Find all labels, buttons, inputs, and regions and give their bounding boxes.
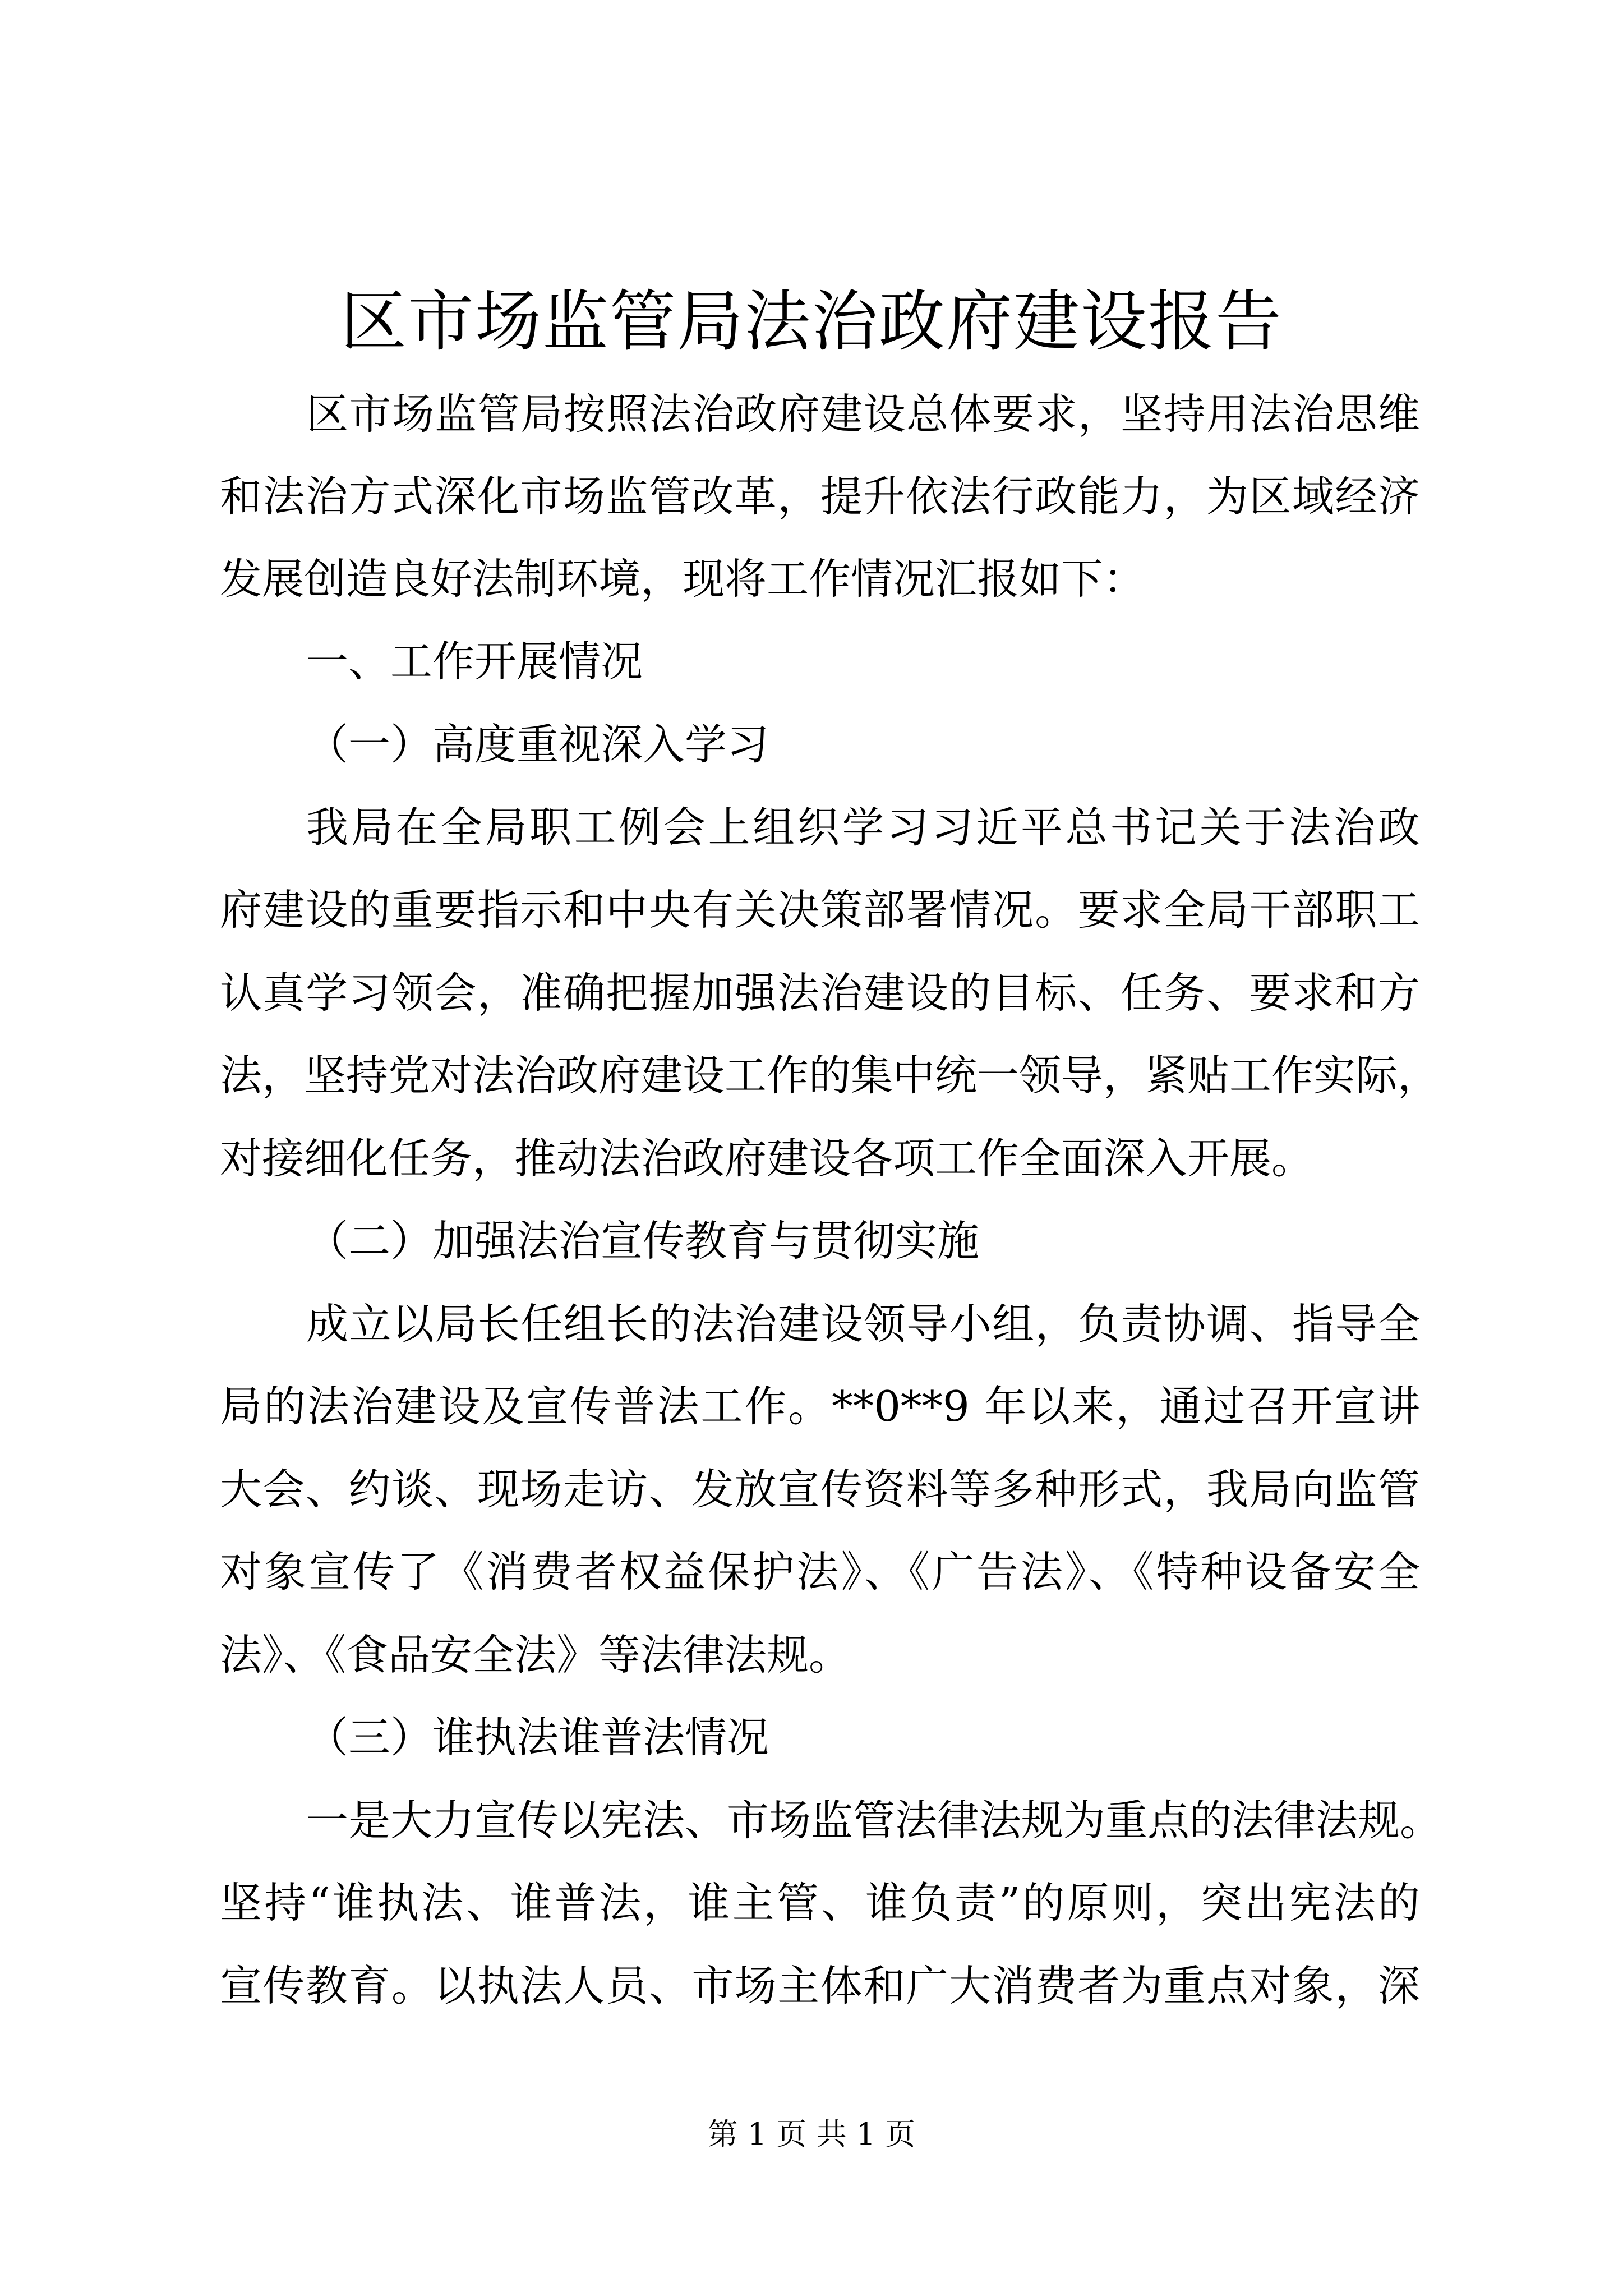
paragraph-line: 我局在全局职工例会上组织学习习近平总书记关于法治政	[306, 803, 1420, 852]
paragraph-line: 坚持“谁执法、谁普法，谁主管、谁负责”的原则，突出宪法的	[220, 1878, 1420, 1927]
subsection-heading: （二）加强法治宣传教育与贯彻实施	[306, 1216, 980, 1266]
paragraph-line: 法》、《食品安全法》等法律法规。	[220, 1630, 851, 1680]
document-title: 区市场监管局法治政府建设报告	[340, 283, 1283, 360]
paragraph-line: 法，坚持党对法治政府建设工作的集中统一领导，紧贴工作实际，	[220, 1051, 1440, 1100]
paragraph-line: 对象宣传了《消费者权益保护法》、《广告法》、《特种设备安全	[220, 1547, 1420, 1596]
section-heading: 一、工作开展情况	[306, 637, 643, 686]
paragraph-line: 对接细化任务，推动法治政府建设各项工作全面深入开展。	[220, 1134, 1314, 1183]
paragraph-line: 府建设的重要指示和中央有关决策部署情况。要求全局干部职工	[220, 885, 1420, 935]
page-footer: 第 1 页 共 1 页	[707, 2116, 916, 2152]
paragraph-line: 成立以局长任组长的法治建设领导小组，负责协调、指导全	[306, 1299, 1420, 1349]
paragraph-line: 宣传教育。以执法人员、市场主体和广大消费者为重点对象，深	[220, 1961, 1420, 2010]
paragraph-line: 认真学习领会，准确把握加强法治建设的目标、任务、要求和方	[220, 968, 1420, 1018]
subsection-heading: （三）谁执法谁普法情况	[306, 1713, 769, 1762]
paragraph-line: 和法治方式深化市场监管改革，提升依法行政能力，为区域经济	[220, 472, 1420, 521]
subsection-heading: （一）高度重视深入学习	[306, 720, 769, 769]
paragraph-line: 一是大力宣传以宪法、市场监管法律法规为重点的法律法规。	[306, 1796, 1442, 1845]
paragraph-line: 发展创造良好法制环境，现将工作情况汇报如下：	[220, 554, 1146, 604]
paragraph-line: 区市场监管局按照法治政府建设总体要求，坚持用法治思维	[306, 389, 1420, 439]
paragraph-line: 局的法治建设及宣传普法工作。**0**9 年以来，通过召开宣讲	[220, 1382, 1420, 1431]
paragraph-line: 大会、约谈、现场走访、发放宣传资料等多种形式，我局向监管	[220, 1465, 1420, 1514]
